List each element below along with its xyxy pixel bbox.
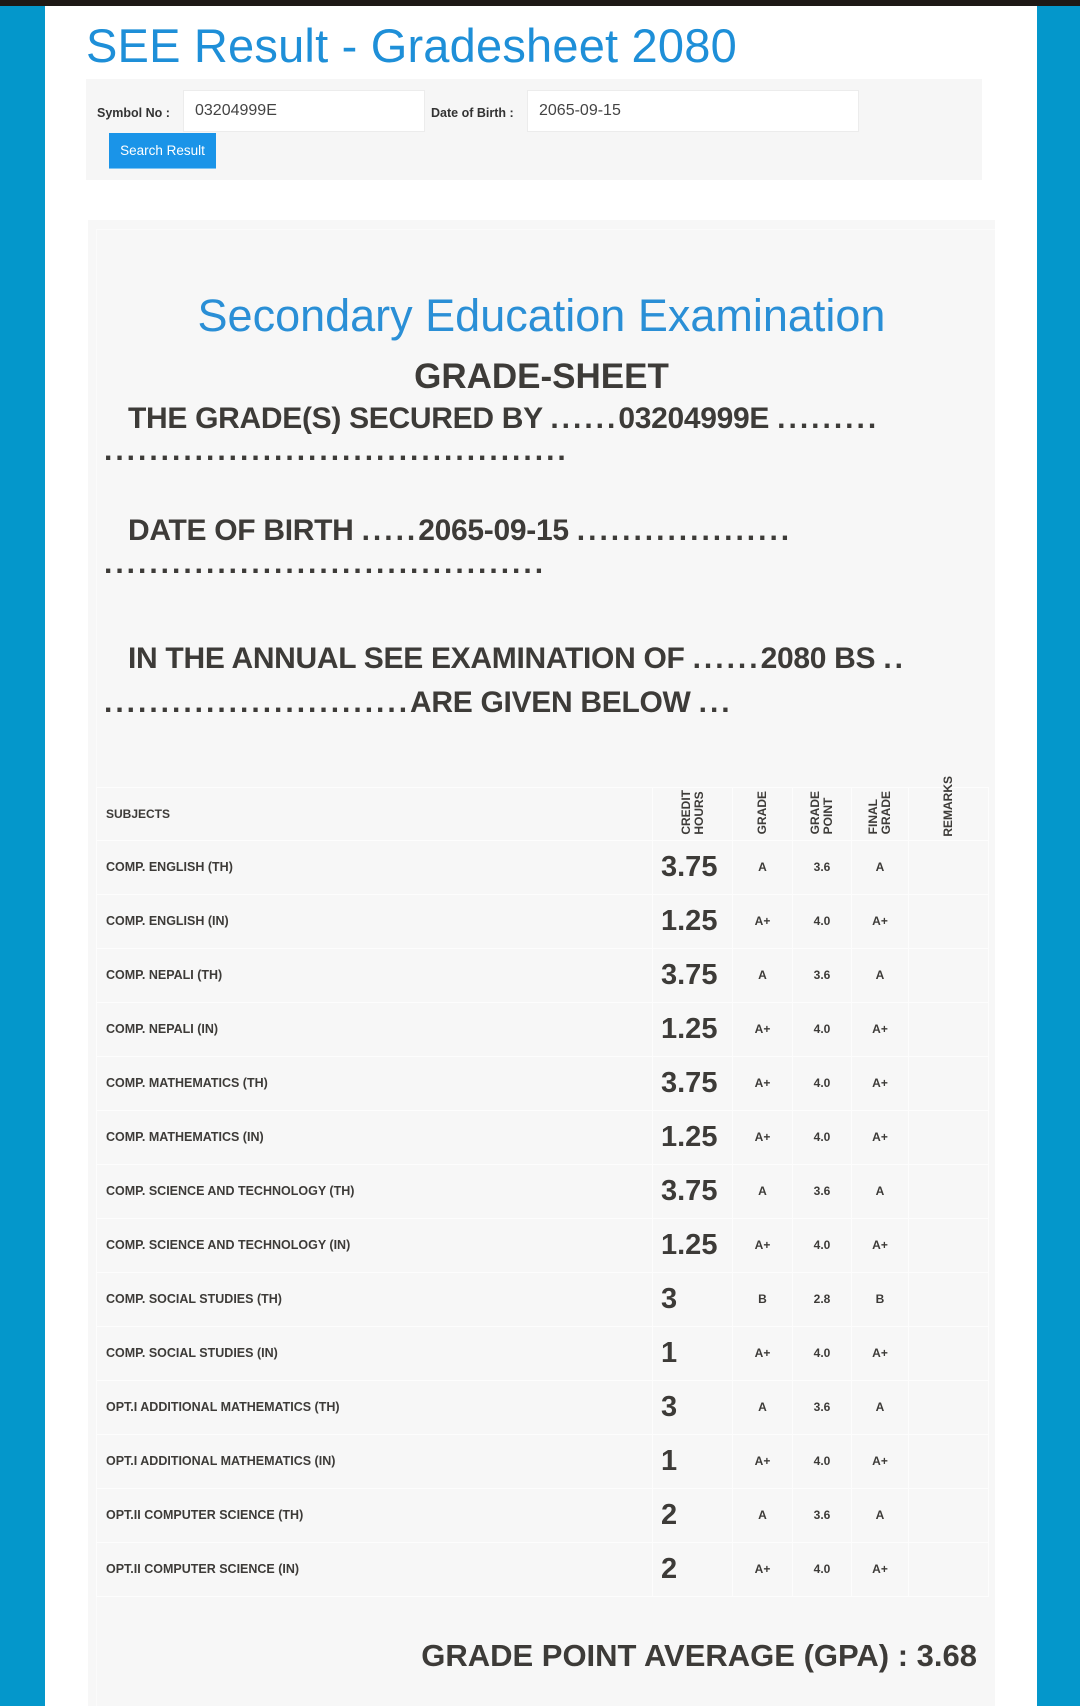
credit-hours-cell: 3 — [653, 1380, 733, 1434]
grade-cell: A+ — [733, 894, 793, 948]
table-row — [97, 1542, 989, 1596]
gpa-value: 3.68 — [916, 1638, 977, 1673]
remarks-cell — [909, 1380, 989, 1434]
credit-hours-cell: 3.75 — [653, 948, 733, 1002]
leader-dots-line: ......................................... — [104, 434, 569, 467]
header-subjects: SUBJECTS — [97, 788, 653, 841]
grade-point-cell: 4.0 — [793, 1056, 852, 1110]
header-grade: GRADE — [733, 788, 793, 841]
credit-hours-cell: 1.25 — [653, 894, 733, 948]
subject-cell: COMP. ENGLISH (TH) — [97, 840, 653, 894]
final-grade-cell: A — [852, 1380, 909, 1434]
final-grade-cell: A+ — [852, 894, 909, 948]
remarks-cell — [909, 1110, 989, 1164]
leader-dots-line: ....................................... — [104, 547, 547, 580]
grade-point-cell: 4.0 — [793, 1002, 852, 1056]
leader-dots: ...... — [550, 402, 619, 435]
dob-label: Date of Birth : — [431, 106, 514, 120]
grade-point-cell: 4.0 — [793, 1110, 852, 1164]
table-header-row — [97, 788, 989, 841]
grade-cell: A+ — [733, 1110, 793, 1164]
credit-hours-cell: 1 — [653, 1434, 733, 1488]
grade-cell: A+ — [733, 1056, 793, 1110]
final-grade-cell: A+ — [852, 1056, 909, 1110]
final-grade-cell: A — [852, 840, 909, 894]
subject-cell: OPT.I ADDITIONAL MATHEMATICS (IN) — [97, 1434, 653, 1488]
subject-cell: OPT.II COMPUTER SCIENCE (TH) — [97, 1488, 653, 1542]
secured-by-value: 03204999E — [618, 402, 770, 435]
remarks-cell — [909, 1326, 989, 1380]
final-grade-cell: A+ — [852, 1542, 909, 1596]
subject-cell: COMP. SOCIAL STUDIES (TH) — [97, 1272, 653, 1326]
leader-dots: ................... — [576, 514, 793, 547]
grade-cell: A — [733, 1164, 793, 1218]
table-row — [97, 948, 989, 1002]
final-grade-cell: A — [852, 948, 909, 1002]
search-form — [86, 79, 982, 180]
final-grade-cell: A+ — [852, 1110, 909, 1164]
gpa-label: GRADE POINT AVERAGE (GPA) : — [421, 1638, 909, 1673]
final-grade-cell: B — [852, 1272, 909, 1326]
grade-cell: A — [733, 1488, 793, 1542]
grade-point-cell: 3.6 — [793, 840, 852, 894]
grade-cell: A — [733, 1380, 793, 1434]
final-grade-cell: A+ — [852, 1326, 909, 1380]
search-result-button[interactable]: Search Result — [109, 133, 216, 168]
subject-cell: COMP. SCIENCE AND TECHNOLOGY (IN) — [97, 1218, 653, 1272]
exam-line-value: 2080 BS — [760, 642, 876, 675]
table-row — [97, 1488, 989, 1542]
subject-cell: COMP. SCIENCE AND TECHNOLOGY (TH) — [97, 1164, 653, 1218]
table-row — [97, 894, 989, 948]
table-row — [97, 1164, 989, 1218]
grade-cell: B — [733, 1272, 793, 1326]
remarks-cell — [909, 894, 989, 948]
page-title: SEE Result - Gradesheet 2080 — [86, 19, 737, 72]
final-grade-cell: A+ — [852, 1002, 909, 1056]
grade-point-cell: 4.0 — [793, 1326, 852, 1380]
credit-hours-cell: 3.75 — [653, 1056, 733, 1110]
credit-hours-cell: 3 — [653, 1272, 733, 1326]
credit-hours-cell: 3.75 — [653, 840, 733, 894]
remarks-cell — [909, 1488, 989, 1542]
grade-cell: A — [733, 840, 793, 894]
subject-cell: COMP. SOCIAL STUDIES (IN) — [97, 1326, 653, 1380]
credit-hours-cell: 3.75 — [653, 1164, 733, 1218]
remarks-cell — [909, 840, 989, 894]
leader-dots: ..... — [361, 514, 419, 547]
remarks-cell — [909, 1434, 989, 1488]
table-row — [97, 1434, 989, 1488]
remarks-cell — [909, 1164, 989, 1218]
header-credit-hours: CREDIT HOURS — [653, 788, 733, 841]
credit-hours-cell: 1 — [653, 1326, 733, 1380]
table-row — [97, 1326, 989, 1380]
grade-cell: A+ — [733, 1434, 793, 1488]
symbol-no-label: Symbol No : — [97, 106, 170, 120]
subject-cell: OPT.II COMPUTER SCIENCE (IN) — [97, 1542, 653, 1596]
subject-cell: OPT.I ADDITIONAL MATHEMATICS (TH) — [97, 1380, 653, 1434]
leader-dots: .. — [883, 642, 906, 675]
credit-hours-cell: 1.25 — [653, 1110, 733, 1164]
exam-title: Secondary Education Examination — [197, 290, 886, 341]
grade-point-cell: 3.6 — [793, 1164, 852, 1218]
subject-cell: COMP. NEPALI (IN) — [97, 1002, 653, 1056]
grade-cell: A+ — [733, 1002, 793, 1056]
credit-hours-cell: 1.25 — [653, 1218, 733, 1272]
final-grade-cell: A — [852, 1488, 909, 1542]
gpa-line — [421, 1638, 977, 1674]
table-row — [97, 1056, 989, 1110]
credit-hours-cell: 1.25 — [653, 1002, 733, 1056]
leader-dots: ........................... — [104, 686, 411, 719]
grade-point-cell: 4.0 — [793, 1218, 852, 1272]
remarks-cell — [909, 1218, 989, 1272]
exam-line-label: IN THE ANNUAL SEE EXAMINATION OF — [128, 642, 685, 675]
dob-line — [128, 514, 792, 548]
leader-dots: ......... — [777, 402, 880, 435]
subject-cell: COMP. MATHEMATICS (IN) — [97, 1110, 653, 1164]
page-container — [45, 6, 1037, 1706]
table-row — [97, 840, 989, 894]
dob-input[interactable] — [527, 90, 859, 132]
grade-cell: A+ — [733, 1218, 793, 1272]
grade-point-cell: 4.0 — [793, 894, 852, 948]
leader-dots: ...... — [692, 642, 761, 675]
grade-cell: A — [733, 948, 793, 1002]
remarks-cell — [909, 948, 989, 1002]
given-below-line — [104, 686, 733, 720]
symbol-no-input[interactable] — [183, 90, 425, 132]
remarks-cell — [909, 1542, 989, 1596]
subject-cell: COMP. NEPALI (TH) — [97, 948, 653, 1002]
secured-by-line — [128, 402, 879, 436]
grade-point-cell: 4.0 — [793, 1542, 852, 1596]
header-remarks: REMARKS — [909, 788, 989, 841]
gradesheet-title: GRADE-SHEET — [414, 357, 669, 396]
table-row — [97, 1380, 989, 1434]
remarks-cell — [909, 1272, 989, 1326]
secured-by-label: THE GRADE(S) SECURED BY — [128, 402, 543, 435]
header-grade-point: GRADE POINT — [793, 788, 852, 841]
final-grade-cell: A — [852, 1164, 909, 1218]
subject-cell: COMP. MATHEMATICS (TH) — [97, 1056, 653, 1110]
grade-cell: A+ — [733, 1542, 793, 1596]
grade-point-cell: 2.8 — [793, 1272, 852, 1326]
grades-table — [96, 776, 989, 1597]
remarks-cell — [909, 1056, 989, 1110]
grade-cell: A+ — [733, 1326, 793, 1380]
given-below-label: ARE GIVEN BELOW — [410, 686, 691, 719]
final-grade-cell: A+ — [852, 1218, 909, 1272]
final-grade-cell: A+ — [852, 1434, 909, 1488]
dob-line-value: 2065-09-15 — [418, 514, 569, 547]
gradesheet-card — [88, 220, 995, 1706]
header-final-grade: FINAL GRADE — [852, 788, 909, 841]
dob-line-label: DATE OF BIRTH — [128, 514, 354, 547]
credit-hours-cell: 2 — [653, 1542, 733, 1596]
table-row — [97, 1218, 989, 1272]
table-row — [97, 1272, 989, 1326]
grade-point-cell: 3.6 — [793, 948, 852, 1002]
exam-line — [128, 642, 906, 676]
leader-dots: ... — [698, 686, 733, 719]
grade-point-cell: 3.6 — [793, 1488, 852, 1542]
grade-point-cell: 4.0 — [793, 1434, 852, 1488]
subject-cell: COMP. ENGLISH (IN) — [97, 894, 653, 948]
credit-hours-cell: 2 — [653, 1488, 733, 1542]
grade-point-cell: 3.6 — [793, 1380, 852, 1434]
remarks-cell — [909, 1002, 989, 1056]
table-row — [97, 1110, 989, 1164]
table-row — [97, 1002, 989, 1056]
